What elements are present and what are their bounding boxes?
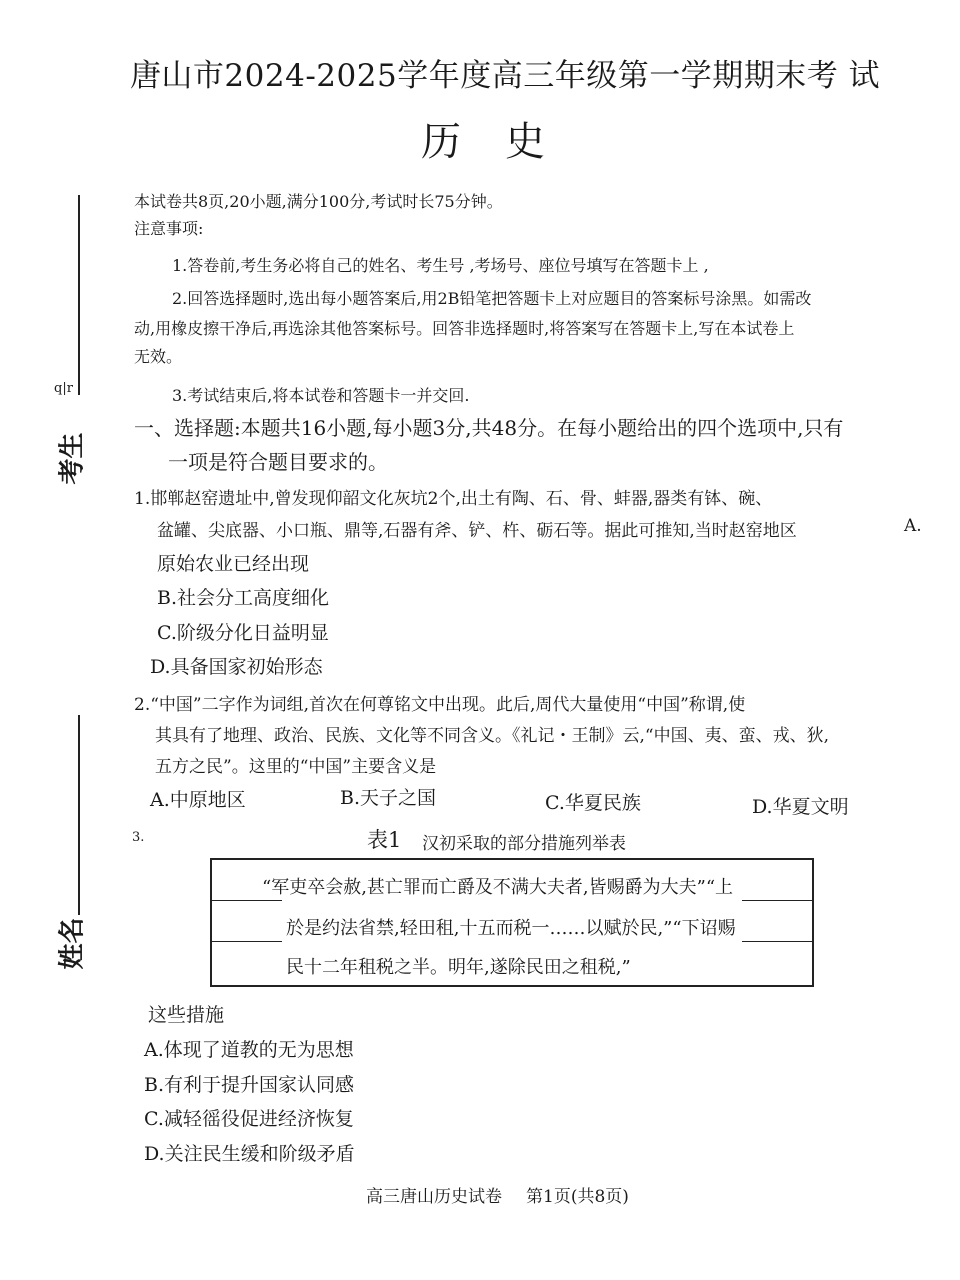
table-row-divider xyxy=(212,941,282,942)
footer-exam-name: 高三唐山历史试卷 xyxy=(366,1187,502,1207)
q1-option-c: C.阶级分化日益明显 xyxy=(157,622,329,644)
exam-info: 本试卷共8页,20小题,满分100分,考试时长75分钟。 xyxy=(134,192,503,211)
side-line-top xyxy=(78,195,80,395)
q2-stem-line-2: 其具有了地理、政治、民族、文化等不同含义。《礼记・王制》云,“中国、夷、蛮、戎、狄, xyxy=(155,726,829,746)
q3-option-a: A.体现了道教的无为思想 xyxy=(144,1039,354,1061)
table-row-divider xyxy=(742,941,812,942)
q1-option-a-label: A. xyxy=(904,516,922,536)
q1-option-b: B.社会分工高度细化 xyxy=(157,587,330,609)
table-quote-line-3: 民十二年租税之半。明年,遂除民田之租税,” xyxy=(286,957,631,978)
q1-stem-line-2: 盆罐、尖底器、小口瓶、鼎等,石器有斧、铲、杵、砺石等。据此可推知,当时赵窑地区 xyxy=(157,521,797,541)
q3-option-b: B.有利于提升国家认同感 xyxy=(144,1074,355,1096)
notes-title: 注意事项: xyxy=(134,219,204,238)
q2-option-a: A.中原地区 xyxy=(150,789,246,811)
table-quote-line-2: 於是约法省禁,轻田租,十五而税一……以赋於民,”“下诏赐 xyxy=(286,918,736,939)
note-2-line-1: 2.回答选择题时,选出每小题答案后,用2B铅笔把答题卡上对应题目的答案标号涂黑。如需改 xyxy=(172,289,812,308)
footer-page-number: 第1页(共8页) xyxy=(526,1187,629,1207)
section-1-heading-cont: 一项是符合题目要求的。 xyxy=(168,450,388,474)
side-label-name: 姓名 xyxy=(57,917,88,970)
q2-option-d: D.华夏文明 xyxy=(752,796,849,818)
q2-stem-line-1: 2.“中国”二字作为词组,首次在何尊铭文中出现。此后,周代大量使用“中国”称谓,使 xyxy=(134,695,746,715)
side-mark: q|r xyxy=(54,381,73,396)
exam-title: 唐山市2024-2025学年度高三年级第一学期期末考 试 xyxy=(129,58,881,94)
note-1: 1.答卷前,考生务必将自己的姓名、考生号 ,考场号、座位号填写在答题卡上 , xyxy=(172,256,709,275)
table-caption: 汉初采取的部分措施列举表 xyxy=(422,834,626,854)
section-1-heading: 一、选择题:本题共16小题,每小题3分,共48分。在每小题给出的四个选项中,只有 xyxy=(134,416,844,440)
note-3: 3.考试结束后,将本试卷和答题卡一并交回. xyxy=(172,386,470,405)
q2-option-b: B.天子之国 xyxy=(340,787,437,809)
q3-number: 3. xyxy=(132,830,145,845)
subject-title: 历史 xyxy=(421,119,589,165)
q2-option-c: C.华夏民族 xyxy=(545,792,641,814)
q3-option-d: D.关注民生缓和阶级矛盾 xyxy=(144,1143,355,1165)
table-row-divider xyxy=(742,900,812,901)
q3-option-c: C.减轻徭役促进经济恢复 xyxy=(144,1108,354,1130)
side-line-bottom xyxy=(78,715,80,915)
side-label-examinee: 考生 xyxy=(57,432,88,485)
q1-option-a: 原始农业已经出现 xyxy=(157,553,310,575)
note-2-line-2: 动,用橡皮擦干净后,再选涂其他答案标号。回答非选择题时,将答案写在答题卡上,写在本试卷上 xyxy=(134,319,795,338)
q1-stem-line-1: 1.邯郸赵窑遗址中,曾发现仰韶文化灰坑2个,出土有陶、石、骨、蚌器,器类有钵、碗、 xyxy=(134,489,773,509)
note-2-line-3: 无效。 xyxy=(134,347,183,366)
table-row-divider xyxy=(212,900,282,901)
table-label: 表1 xyxy=(367,828,402,852)
q2-stem-line-3: 五方之民”。这里的“中国”主要含义是 xyxy=(155,757,437,777)
q3-stem: 这些措施 xyxy=(148,1004,225,1026)
q1-option-d: D.具备国家初始形态 xyxy=(150,656,323,678)
table-quote-line-1: “军吏卒会赦,甚亡罪而亡爵及不满大夫者,皆赐爵为大夫”“上 xyxy=(262,877,734,898)
